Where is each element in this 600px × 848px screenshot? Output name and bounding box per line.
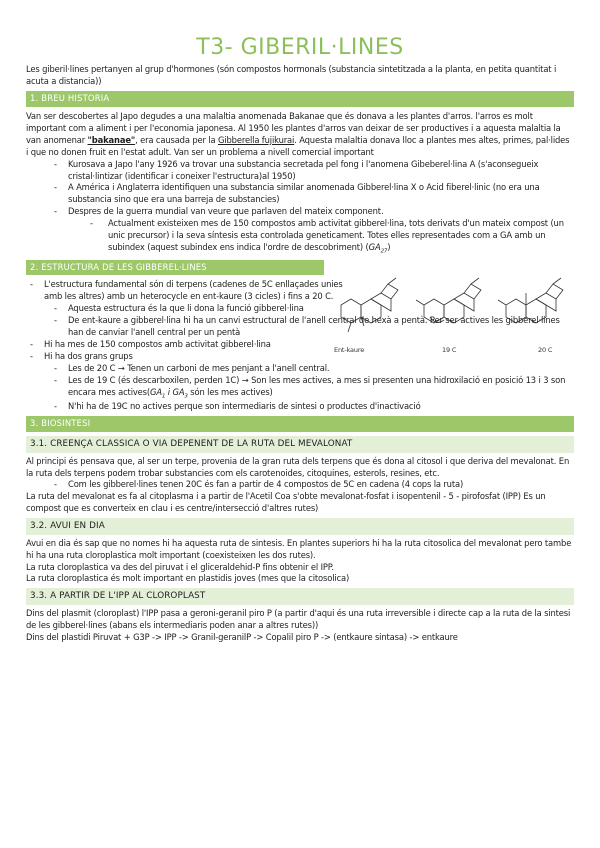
history-sublist — [68, 218, 574, 256]
subsection-header-chloroplast: 3.3. A PARTIR DE L'IPP AL CLOROPLAST — [26, 588, 574, 604]
list-item: - A América i Anglaterra identifiquen una substancia similar anomenada Gibberel·lina X o Acid fiberel·linic (no era una substancia sino que era una barreja de substancies) — [68, 182, 574, 206]
subsection-header-today: 3.2. AVUI EN DIA — [26, 518, 574, 534]
section-header-history: 1. BREU HISTORIA — [26, 91, 574, 107]
section-header-biosynthesis: 3. BIOSINTESI — [26, 416, 574, 432]
list-item: - N'hi ha de 19C no actives perque son intermediaris de sintesi o productes d'inactivació — [68, 401, 574, 413]
figure-label-19c: 19 C — [442, 345, 457, 354]
list-item: - De ent-kaure a gibberel·lina hi ha un canvi estructural de l'anell central de hexà a pentà. Per ser actives les gibberel·lines han de canviar l'anell central per un pentà — [68, 315, 574, 339]
figure-label-20c: 20 C — [538, 345, 553, 354]
history-paragraph: Van ser descobertes al Japo degudes a una malaltia anomenada Bakanae que és donava a les plantes d'arros. l'arros es molt important com a aliment i per l'economia japonesa. Al 1950 les plantes d'arros van deixar de ser productives i a aquesta malaltia la van anomenar "bakanae", era causada per la Gibberella fujikurai. Aquesta malaltia donava lloc a plantes mes altes, primes, pal·lides i que no donen fruit en l'estat adult. Van ser un problema a nivell comercial important — [26, 110, 570, 157]
list-item: - L'estructura fundamental són di terpens (cadenes de 5C enllaçades unies amb les altres) amb un heterocycle en ent-kaure (3 cicles) i fins a 20 C. — [44, 279, 344, 303]
figure-label-ent-kaure: Ent-kaure — [334, 345, 365, 354]
ga3-formula: $GA_3$ — [172, 386, 188, 400]
mevalonate-list — [26, 479, 574, 491]
list-item: - Kurosava a Japo l'any 1926 va trovar una substancia secretada pel fong i l'anomena Gibeberel·lina A (s'aconsegueix cristal·lintizar (identificar i coneixer l'estructura)al 1950) — [68, 159, 574, 183]
section-header-structure: 2. ESTRUCTURA DE LES GIBBEREL·LINES — [26, 260, 324, 276]
page-title: T3- GIBERIL·LINES — [196, 35, 404, 60]
history-list — [26, 159, 574, 257]
list-item: - Les de 19 C (és descarboxilen, perden 1C) → Son les mes actives, a mes si presenten una hidroxilació en posició 13 i 3 son encara mes $actives(GA_1$ i $GA_3$ són les mes actives) — [68, 375, 574, 401]
groups-sublist — [26, 363, 574, 413]
mevalonate-paragraph: Al principi és pensava que, al ser un terpe, provenia de la gran ruta dels terpens que és dona al citosol i que deriva del mevalonat. En la ruta dels terpens podem trobar substancies com els carotenoides, citoquines, esterols, resines, etc. — [26, 455, 570, 478]
structure-section — [26, 260, 574, 414]
ga-formula: $GA_{27}$ — [368, 242, 388, 255]
structure-list-2 — [26, 339, 574, 363]
ga1-formula: $GA_1$ — [150, 386, 166, 400]
list-item: - Com les gibberel·lines tenen 20C és fan a partir de 4 compostos de 5C en cadena (4 cops la ruta) — [68, 479, 574, 491]
today-paragraph-1: Avui en dia és sap que no nomes hi ha aquesta ruta de sintesis. En plantes superiors hi ha la ruta citosolica del mevalonat pero tambe hi ha una ruta cloroplastica molt important (coexisteixen les dos rutes). — [26, 537, 572, 560]
document-page — [26, 0, 574, 644]
list-item: - Actualment existeixen mes de 150 compostos amb activitat gibberel·lina, tots derivats d'un mateix compost (un unic precursor) i la seva síntesis esta controlada geneticament. Totes elles representades com a GA amb un subindex (aquest subindex ens indica l'ordre de descobriment) $(GA_{27})$ — [108, 218, 574, 256]
bakanae-term: "bakanae" — [87, 134, 136, 145]
list-item: - Hi ha mes de 150 compostos amb activitat gibberel·lina — [44, 339, 574, 351]
list-item: - Aquesta estructura és la que li dona la funció gibberel·lina — [68, 303, 326, 315]
mevalonate-route-paragraph: La ruta del mevalonat es fa al citoplasma i a partir de l'Acetil Coa s'obte mevalonat-fosfat i isopentenil - 5 - pirofosfat (IPP) Es un compost que es converteix en clau i es centre/intersecció d'altres rutes) — [26, 491, 546, 514]
list-item: - Les de 20 C → Tenen un carboni de mes penjant a l'anell central. — [68, 363, 574, 375]
list-item: - Despres de la guerra mundial van veure que parlaven del mateix component. - Actualment existeixen mes de 150 compostos amb activitat gibberel·lina, tots derivats d'un mateix compost (un unic precursor) i la seva síntesis esta controlada geneticament. Totes elles representades com a GA amb un subindex (aquest subindex ens indica l'ordre de descobriment) $(GA_{27})$ — [68, 206, 574, 256]
today-paragraph-3: La ruta cloroplastica és molt important en plastidis joves (mes que la citosolica) — [26, 573, 350, 584]
chloroplast-paragraph-1: Dins del plasmit (cloroplast) l'IPP pasa a geroni-geranil piro P (a partir d'aqui és una ruta irreversible i directe cap a la ruta de la sintesi de les gibberel·lines (abans els intermediaris poden anar a altres rutes)) — [26, 607, 571, 630]
intro-paragraph: Les giberil·lines pertanyen al grup d'hormones (són compostos hormonals (substancia sintetitzada a la planta, en petita quantitat i acuta a distancia)) — [26, 64, 557, 87]
list-item: - Hi ha dos grans grups — [44, 351, 574, 363]
today-paragraph-2: La ruta cloroplastica va des del piruvat i el gliceraldehid-P fins obtenir el IPP. — [26, 561, 334, 572]
subsection-header-mevalonate: 3.1. CREENÇA CLASSICA O VIA DEPENENT DE LA RUTA DEL MEVALONAT — [26, 436, 574, 452]
gibberella-term: Gibberella fujikurai — [218, 134, 295, 145]
chloroplast-paragraph-2: Dins del plastidi Piruvat + G3P -> IPP -> Granil-geranilP -> Copalil piro P -> (entkaure sintasa) -> entkaure — [26, 631, 458, 642]
